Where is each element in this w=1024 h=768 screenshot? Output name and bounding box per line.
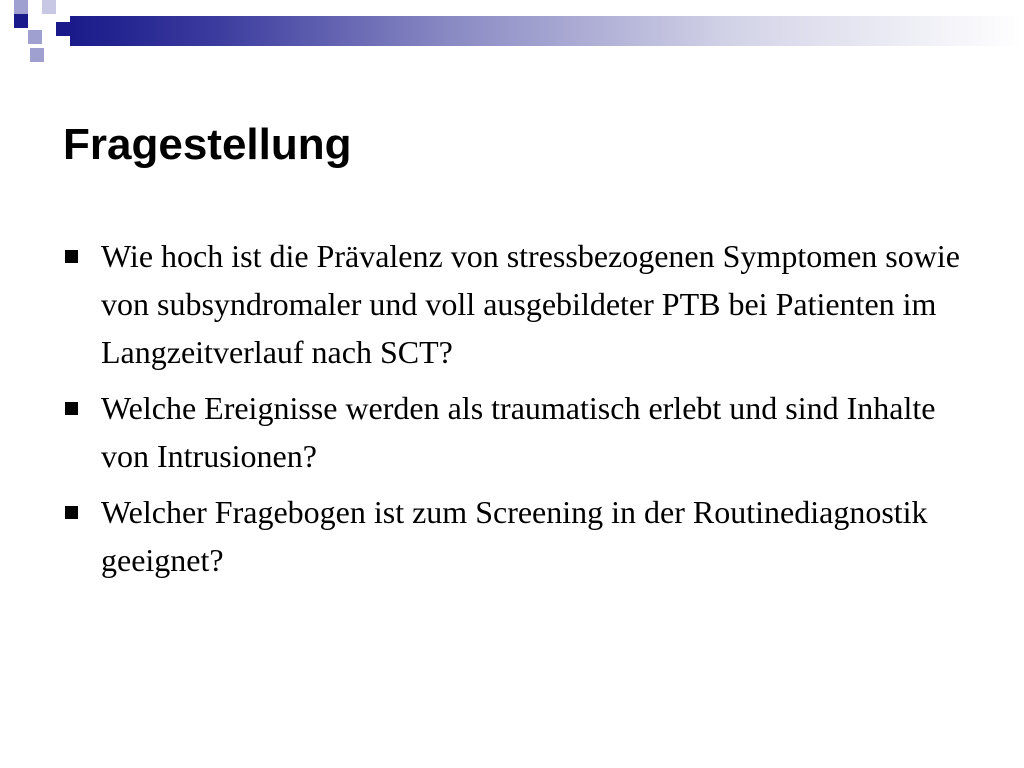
bullet-text: Welcher Fragebogen ist zum Screening in der Routinediagnostik geeignet?: [101, 494, 928, 578]
square-bullet-icon: [65, 250, 78, 263]
bullet-item: [63, 488, 963, 584]
bullet-item: [63, 384, 963, 480]
decor-square: [14, 0, 28, 14]
bullet-text: Wie hoch ist die Prävalenz von stressbezogenen Symptomen sowie von subsyndromaler und voll ausgebildeter PTB bei Patienten im Langzeitverlauf nach SCT?: [101, 238, 960, 370]
decor-square: [30, 48, 44, 62]
header-decoration: [0, 0, 1024, 70]
bullet-item: [63, 232, 963, 376]
decor-square: [56, 22, 70, 36]
square-bullet-icon: [65, 402, 78, 415]
decor-square: [28, 30, 42, 44]
decor-square: [42, 0, 56, 14]
decor-square: [14, 14, 28, 28]
bullet-list: [63, 232, 963, 592]
header-gradient-band: [70, 16, 1024, 46]
bullet-text: Welche Ereignisse werden als traumatisch erlebt und sind Inhalte von Intrusionen?: [101, 390, 936, 474]
slide-title: Fragestellung: [63, 120, 352, 169]
square-bullet-icon: [65, 506, 78, 519]
